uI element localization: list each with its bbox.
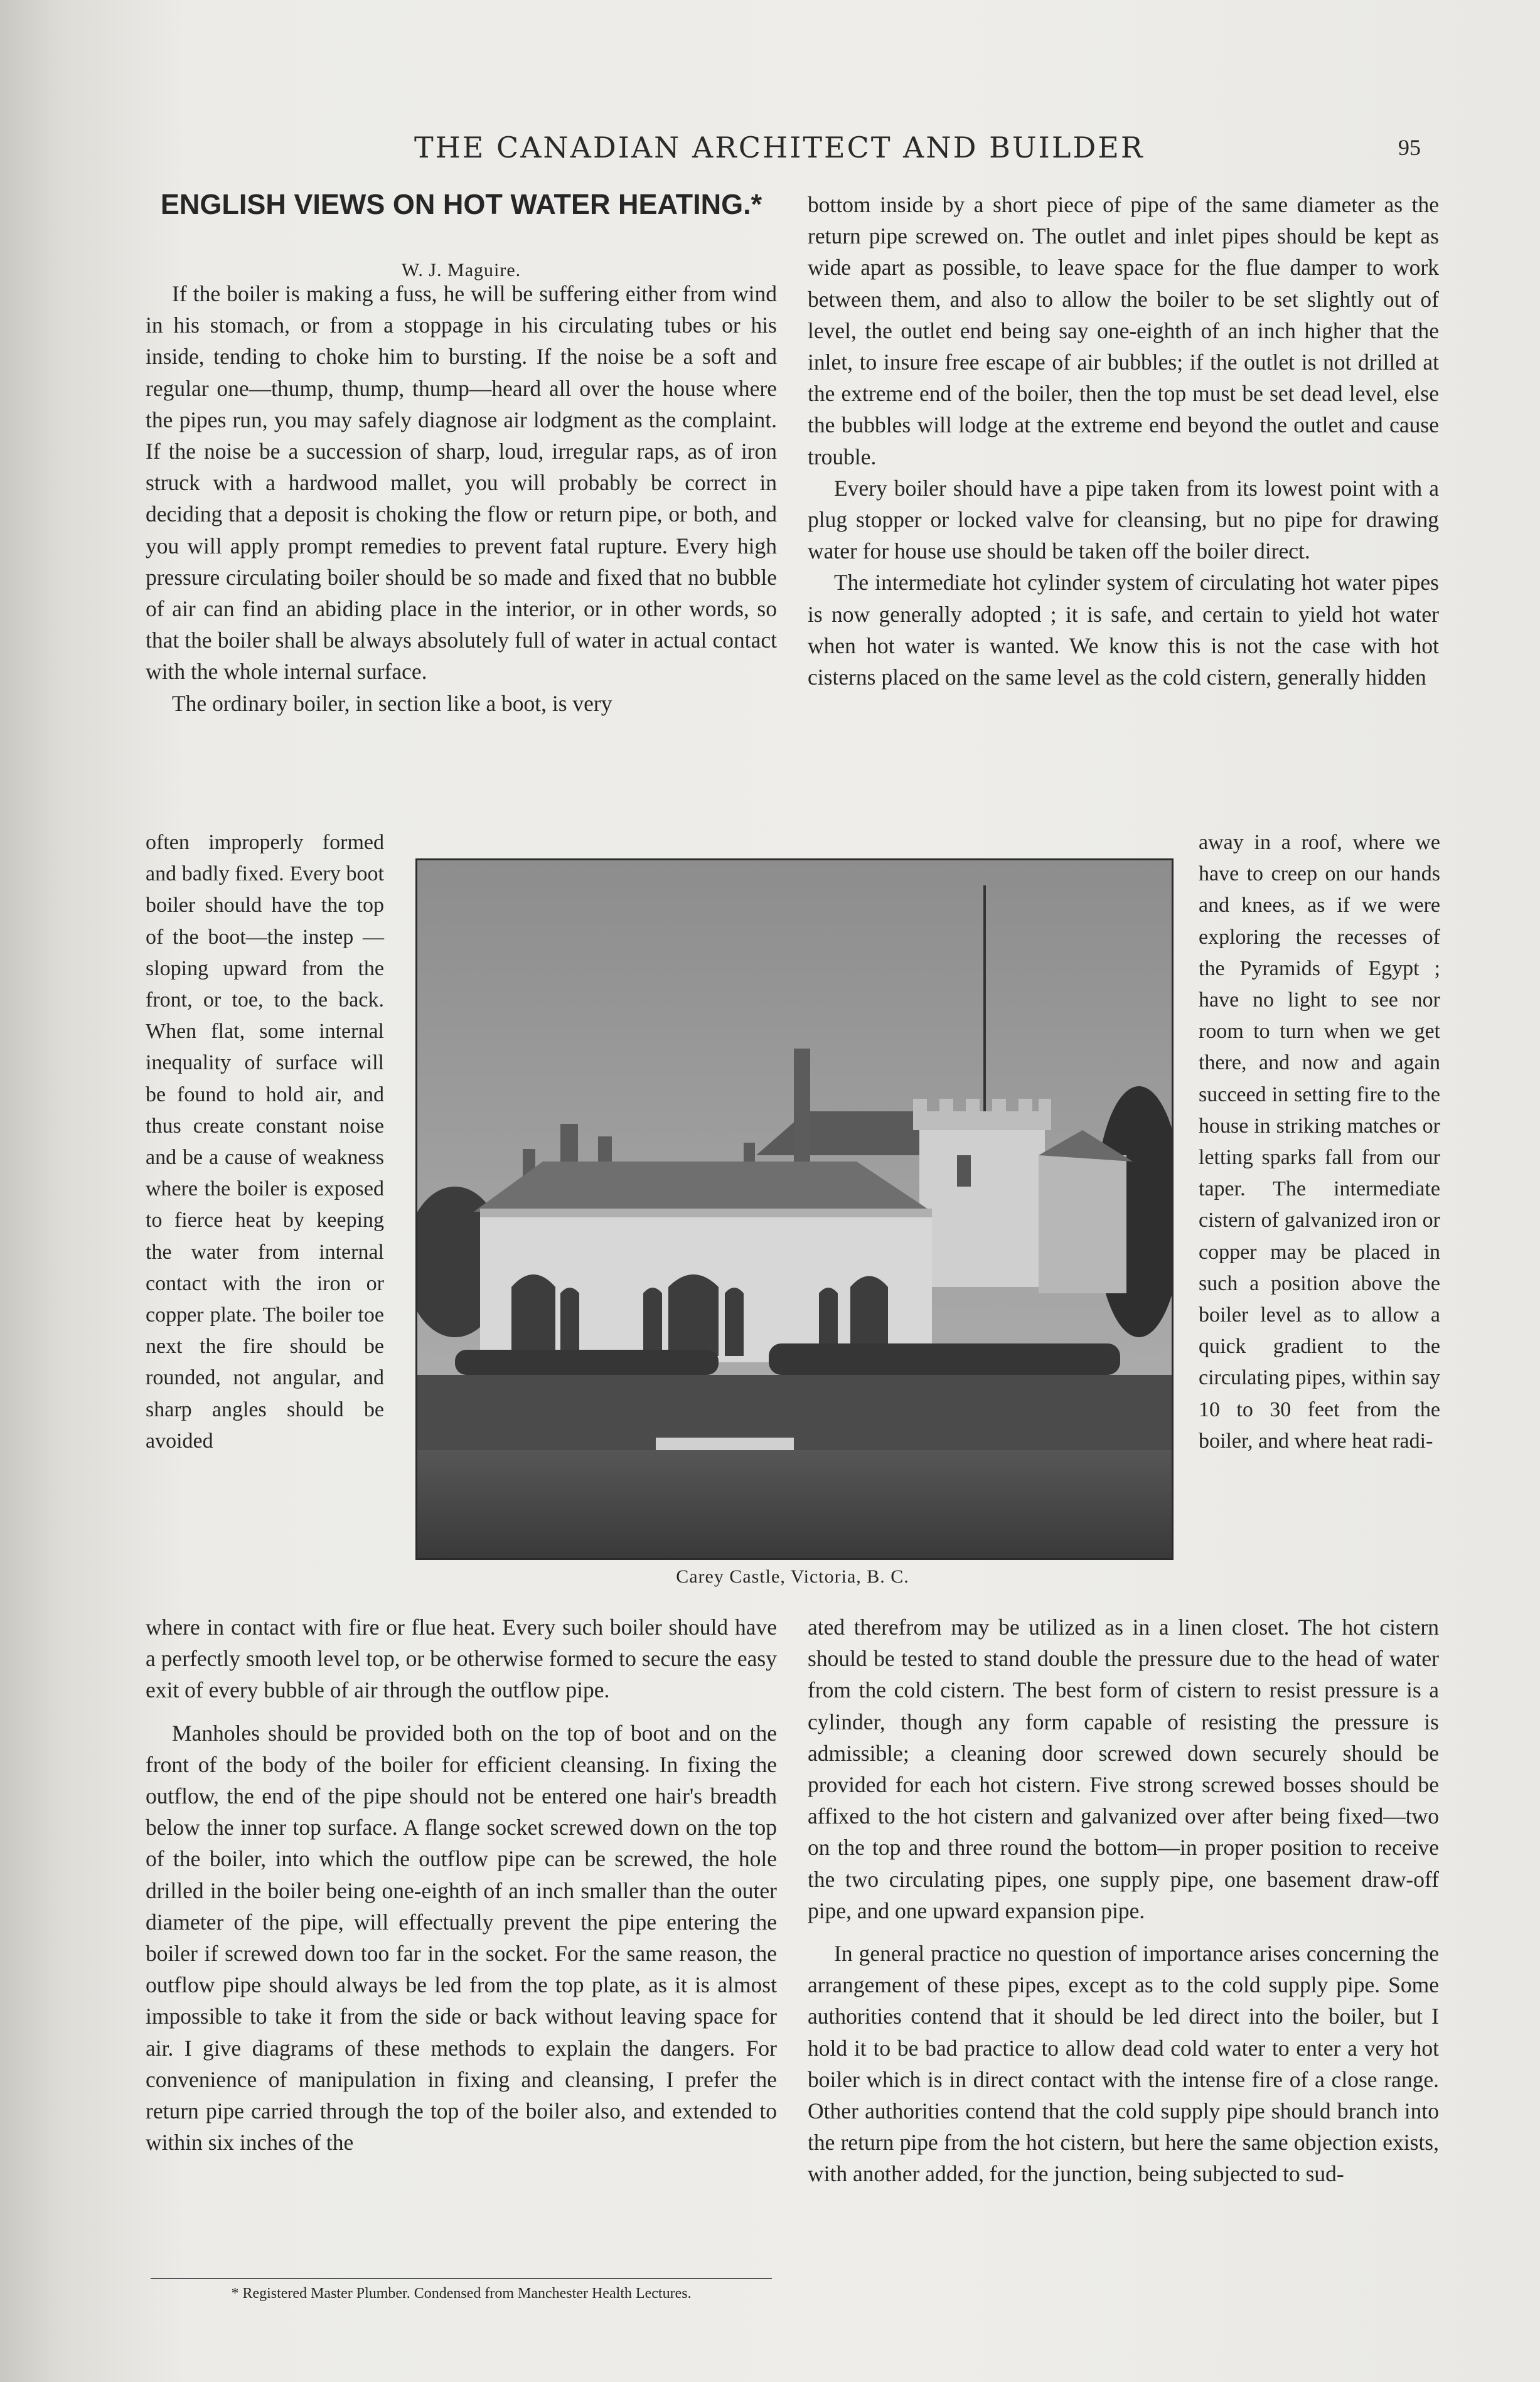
left-column-top xyxy=(146,278,777,719)
paragraph: Every boiler should have a pipe taken from its lowest point with a plug stopper or locked valve for cleansing, but no pipe for drawing water for house use should be taken off the boiler direct. xyxy=(808,475,1439,564)
paragraph: In general practice no question of importance arises concerning the arrangement of these pipes, except as to the cold supply pipe. Some authorities contend that it should be led direct into the boiler, but I hold it to be bad practice to allow dead cold water to enter a very hot boiler which is in direct contact with the intense fire of a close range. Other authorities contend that the cold supply pipe should branch into the return pipe from the hot cistern, but here the same objection exists, with another added, for the junction, being subjected to sud- xyxy=(808,1941,1439,2187)
paragraph: The ordinary boiler, in section like a boot, is very xyxy=(172,690,612,716)
footnote: * Registered Master Plumber. Condensed from Manchester Health Lectures. xyxy=(231,2285,692,2302)
paragraph: Manholes should be provided both on the top of boot and on the front of the body of the boiler for efficient cleansing. In fixing the outflow, the end of the pipe should not be entered one hair's breadth below the inner top surface. A flange socket screwed down on the top of the boiler, into which the outflow pipe can be screwed, the hole drilled in the boiler being one-eighth of an inch smaller than the outer diameter of the pipe, will effectually prevent the pipe entering the boiler if screwed down too far in the socket. For the same reason, the outflow pipe should always be led from the top plate, as it is almost impossible to take it from the side or back without leaving space for air. I give diagrams of these methods to explain the dangers. For convenience of manipulation in fixing and cleansing, I prefer the return pipe carried through the top of the boiler also, and extended to within six inches of the xyxy=(146,1720,777,2155)
running-header: THE CANADIAN ARCHITECT AND BUILDER xyxy=(414,131,1145,164)
paragraph: ated therefrom may be utilized as in a linen closet. The hot cistern should be tested to stand double the pressure due to the head of water from the cold cistern. The best form of cistern to resist pressure is a cylinder, though any form capable of resisting the pressure is admissible; a cleaning door screwed down securely should be provided for each hot cistern. Five strong screwed bosses should be affixed to the hot cistern and galvanized over after being fixed—two on the top and three round the bottom—in proper position to receive the two circulating pipes, one supply pipe, one basement draw-off pipe, and one upward expansion pipe. xyxy=(808,1615,1439,1923)
paragraph: The intermediate hot cylinder system of circulating hot water pipes is now generally adopted ; it is safe, and certain to yield hot water when hot water is wanted. We know this is not the case with hot cisterns placed on the same level as the cold cistern, generally hidden xyxy=(808,570,1439,690)
paragraph: often improperly formed and badly fixed. Every boot boiler should have the top of the boot—the instep — sloping upward from the front, or toe, to the back. When flat, some internal inequality of surface will be found to hold air, and thus create constant noise and be a cause of weakness where the boiler is exposed to fierce heat by keeping the water from internal contact with the iron or copper plate. The boiler toe next the fire should be rounded, not angular, and sharp angles should be avoided xyxy=(146,831,384,1453)
castle-photograph xyxy=(415,858,1174,1560)
right-column-top xyxy=(808,189,1439,693)
paragraph: where in contact with fire or flue heat. Every such boiler should have a perfectly smooth level top, or be otherwise formed to secure the easy exit of every bubble of air through the outflow pipe. xyxy=(146,1615,777,1703)
left-column-wrap xyxy=(146,827,384,1457)
left-column-bottom xyxy=(146,1611,777,2158)
footnote-rule xyxy=(151,2278,772,2279)
right-column-bottom xyxy=(808,1611,1439,2190)
paragraph: bottom inside by a short piece of pipe of the same diameter as the return pipe screwed on. The outlet and inlet pipes should be kept as wide apart as possible, to leave space for the flue damper to work between them, and also to allow the boiler to be set slightly out of level, the outlet end being say one-eighth of an inch higher that the inlet, to insure free escape of air bubbles; if the outlet is not drilled at the extreme end of the boiler, then the top must be set dead level, else the bubbles will lodge at the extreme end beyond the outlet and cause trouble. xyxy=(808,192,1439,469)
paragraph: away in a roof, where we have to creep on our hands and knees, as if we were exploring the recesses of the Pyramids of Egypt ; have no light to see nor room to turn when we get there, and now and again succeed in setting fire to the house in striking matches or letting sparks fall from our taper. The intermediate cistern of galvanized iron or copper may be placed in such a position above the boiler level as to allow a quick gradient to the circulating pipes, within say 10 to 30 feet from the boiler, and where heat radi- xyxy=(1199,831,1440,1453)
article-title: ENGLISH VIEWS ON HOT WATER HEATING.* xyxy=(160,188,762,220)
figure-caption: Carey Castle, Victoria, B. C. xyxy=(676,1566,909,1587)
right-column-wrap xyxy=(1199,827,1440,1457)
castle-illustration xyxy=(417,860,1172,1558)
paragraph: If the boiler is making a fuss, he will be suffering either from wind in his stomach, or from a stoppage in his circulating tubes or his inside, tending to choke him to bursting. If the noise be a soft and regular one—thump, thump, thump—heard all over the house where the pipes run, you may safely diagnose air lodgment as the complaint. If the noise be a succession of sharp, loud, irregular raps, as of iron struck with a hardwood mallet, you will probably be correct in deciding that a deposit is choking the flow or return pipe, or both, and you will apply prompt remedies to prevent fatal rupture. Every high pressure circulating boiler should be so made and fixed that no bubble of air can find an abiding place in the interior, or in other words, so that the boiler shall be always absolutely full of water in actual contact with the whole internal surface. xyxy=(146,281,777,685)
page-number: 95 xyxy=(1398,135,1421,160)
article-author: W. J. Maguire. xyxy=(401,260,521,280)
